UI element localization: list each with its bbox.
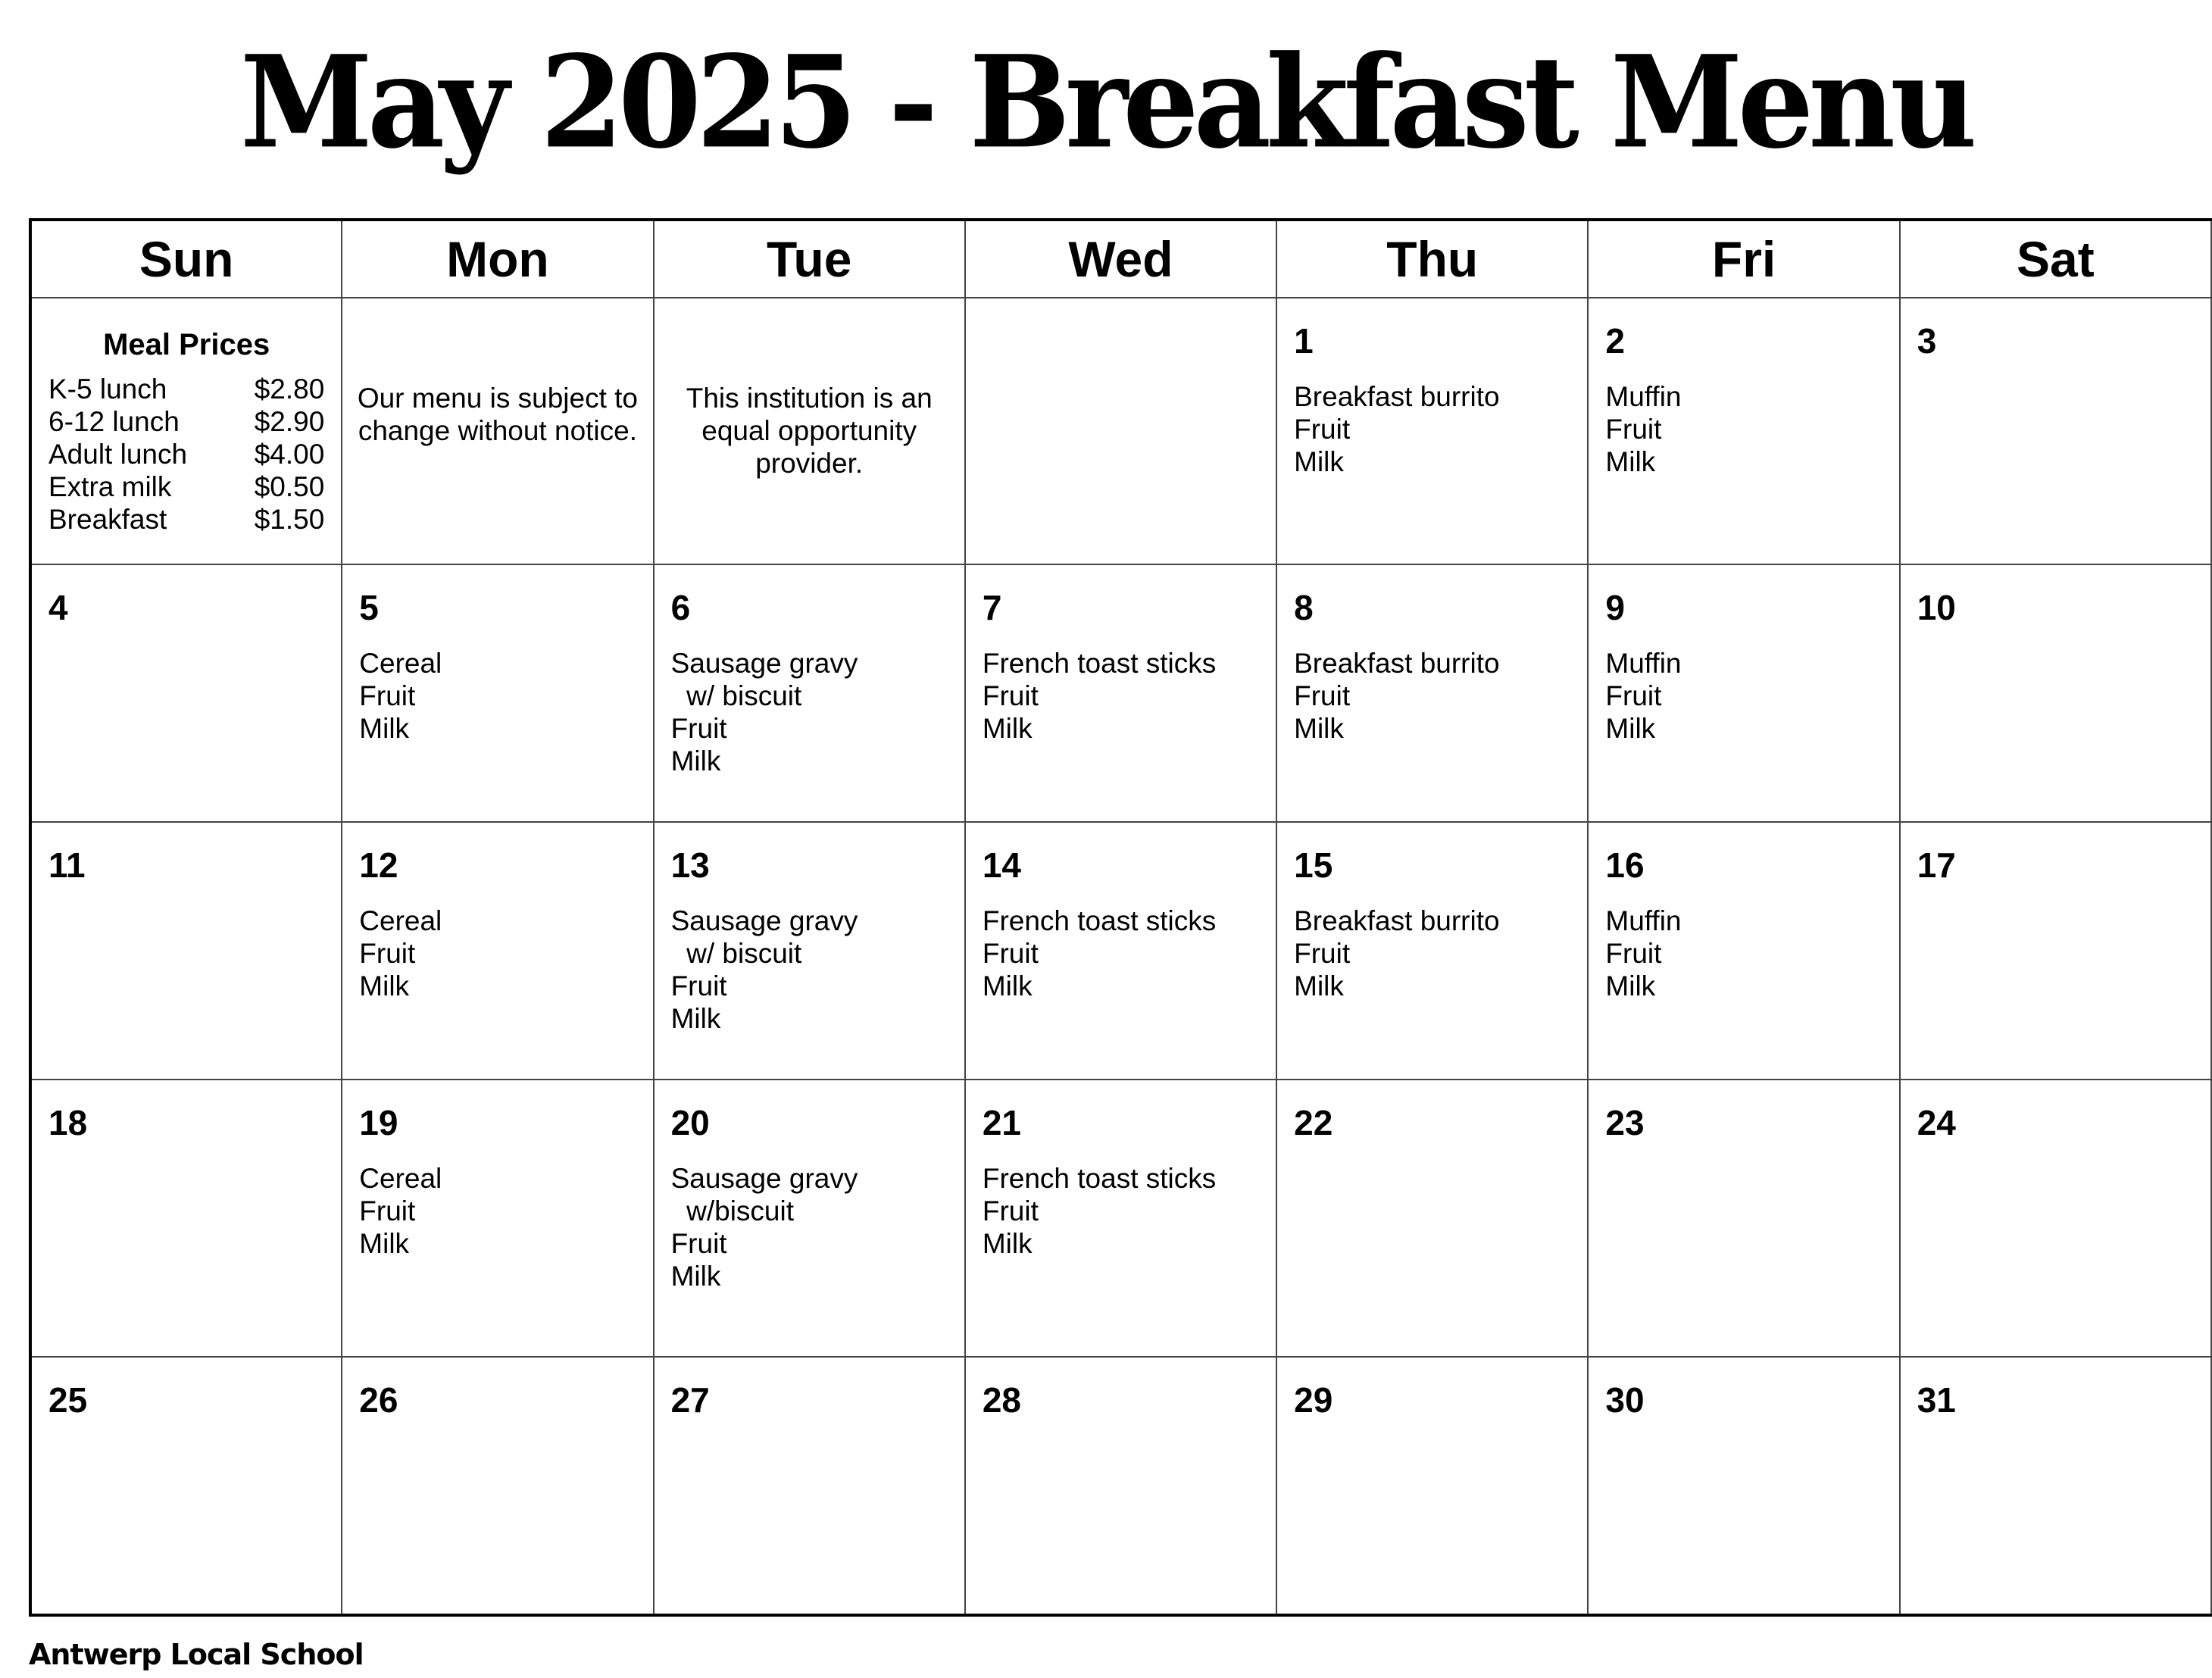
menu-item: Breakfast burrito xyxy=(1294,381,1500,412)
menu-item: Milk xyxy=(1294,970,1344,1001)
day-number: 10 xyxy=(1917,588,1956,627)
menu-items xyxy=(359,1162,636,1260)
meal-prices-cell xyxy=(30,298,342,564)
day-cell xyxy=(1588,822,1899,1080)
menu-item: French toast sticks xyxy=(982,648,1217,679)
menu-item: French toast sticks xyxy=(982,905,1217,936)
menu-item: Milk xyxy=(982,713,1033,744)
menu-item: Breakfast burrito xyxy=(1294,905,1500,936)
calendar-grid xyxy=(29,218,2212,1617)
menu-item: Milk xyxy=(1605,713,1656,744)
price-row xyxy=(48,373,324,405)
menu-item: Cereal xyxy=(359,1163,442,1194)
menu-items xyxy=(1294,905,1570,1002)
price-value: $2.80 xyxy=(254,373,325,405)
week-row xyxy=(30,298,2211,564)
day-cell xyxy=(1900,1080,2211,1357)
day-cell xyxy=(1588,298,1899,564)
day-number: 21 xyxy=(982,1103,1022,1142)
day-cell xyxy=(30,822,342,1080)
day-cell xyxy=(1588,564,1899,822)
price-label: Adult lunch xyxy=(48,439,188,470)
menu-item: Milk xyxy=(1294,713,1344,744)
page-title: May 2025 - Breakfast Menu xyxy=(239,28,1973,177)
menu-item: Fruit xyxy=(670,970,727,1001)
day-cell xyxy=(965,564,1276,822)
day-cell xyxy=(1588,1357,1899,1615)
menu-items xyxy=(983,647,1259,745)
menu-item: Muffin xyxy=(1605,381,1682,412)
day-number: 19 xyxy=(359,1103,398,1142)
menu-item: Sausage gravy xyxy=(670,1163,858,1194)
menu-item: Fruit xyxy=(982,938,1039,969)
day-number: 9 xyxy=(1605,588,1625,627)
menu-item: Milk xyxy=(670,1003,721,1034)
price-label: Extra milk xyxy=(48,471,172,502)
day-number: 28 xyxy=(982,1380,1022,1420)
weekday-header-tue: Tue xyxy=(654,220,965,298)
day-cell xyxy=(30,1357,342,1615)
weekday-header-fri: Fri xyxy=(1588,220,1899,298)
equal-opportunity-note: This institution is an equal opportunity provider. xyxy=(686,383,933,479)
menu-change-note-cell xyxy=(342,298,653,564)
day-cell xyxy=(1276,1080,1588,1357)
price-label: K-5 lunch xyxy=(48,373,167,405)
menu-items xyxy=(1605,380,1882,478)
day-number: 11 xyxy=(48,845,86,885)
day-cell xyxy=(342,822,653,1080)
day-number: 2 xyxy=(1605,321,1625,361)
week-row xyxy=(30,564,2211,822)
weekday-header-mon: Mon xyxy=(342,220,653,298)
day-cell xyxy=(1276,1357,1588,1615)
menu-item: Muffin xyxy=(1605,905,1682,936)
menu-item: Milk xyxy=(1605,970,1656,1001)
menu-item: w/biscuit xyxy=(670,1195,794,1226)
menu-item: Breakfast burrito xyxy=(1294,648,1500,679)
week-row xyxy=(30,1080,2211,1357)
menu-item: Milk xyxy=(359,1228,410,1259)
menu-item: Milk xyxy=(670,745,721,777)
menu-item: Milk xyxy=(1605,446,1656,477)
menu-item: Milk xyxy=(359,970,410,1001)
menu-items xyxy=(671,647,948,777)
menu-item: Fruit xyxy=(1294,680,1351,711)
day-cell xyxy=(654,1357,965,1615)
weekday-header-thu: Thu xyxy=(1276,220,1588,298)
menu-item: w/ biscuit xyxy=(670,938,802,969)
day-cell xyxy=(965,822,1276,1080)
menu-items xyxy=(359,647,636,745)
day-number: 31 xyxy=(1917,1380,1956,1420)
week-row xyxy=(30,822,2211,1080)
day-number: 8 xyxy=(1294,588,1314,627)
price-row xyxy=(48,503,324,536)
day-number: 26 xyxy=(359,1380,398,1420)
day-number: 27 xyxy=(670,1380,710,1420)
day-number: 16 xyxy=(1605,845,1645,885)
week-row xyxy=(30,1357,2211,1615)
menu-item: Milk xyxy=(670,1261,721,1292)
menu-item: Fruit xyxy=(359,938,416,969)
day-cell xyxy=(654,1080,965,1357)
day-cell xyxy=(654,564,965,822)
menu-items xyxy=(983,1162,1259,1260)
menu-item: Muffin xyxy=(1605,648,1682,679)
menu-items xyxy=(359,905,636,1002)
menu-item: Fruit xyxy=(1605,414,1662,445)
price-row xyxy=(48,405,324,438)
menu-item: Fruit xyxy=(982,680,1039,711)
menu-item: Fruit xyxy=(1294,414,1351,445)
school-name-footer: Antwerp Local School xyxy=(29,1638,364,1671)
menu-item: Fruit xyxy=(982,1195,1039,1226)
day-cell xyxy=(342,1080,653,1357)
menu-item: Fruit xyxy=(1605,680,1662,711)
weekday-header-wed: Wed xyxy=(965,220,1276,298)
menu-item: Milk xyxy=(982,970,1033,1001)
day-cell xyxy=(342,1357,653,1615)
menu-change-note: Our menu is subject to change without notice. xyxy=(357,383,638,446)
price-label: Breakfast xyxy=(48,504,167,535)
weekday-header-row xyxy=(30,220,2211,298)
weekday-header-sat: Sat xyxy=(1900,220,2211,298)
menu-item: Milk xyxy=(359,713,410,744)
menu-item: Cereal xyxy=(359,648,442,679)
day-number: 20 xyxy=(670,1103,710,1142)
day-number: 24 xyxy=(1917,1103,1956,1142)
price-row xyxy=(48,438,324,470)
menu-item: Sausage gravy xyxy=(670,905,858,936)
day-number: 23 xyxy=(1605,1103,1645,1142)
day-cell xyxy=(1276,298,1588,564)
day-number: 30 xyxy=(1605,1380,1645,1420)
menu-items xyxy=(671,905,948,1035)
menu-item: Milk xyxy=(982,1228,1033,1259)
day-number: 17 xyxy=(1917,845,1956,885)
menu-item: Fruit xyxy=(359,680,416,711)
price-value: $1.50 xyxy=(254,504,325,535)
price-value: $2.90 xyxy=(254,406,325,437)
day-number: 14 xyxy=(982,845,1022,885)
day-number: 6 xyxy=(670,588,691,627)
day-cell xyxy=(342,564,653,822)
day-cell xyxy=(1900,298,2211,564)
day-number: 12 xyxy=(359,845,398,885)
day-number: 5 xyxy=(359,588,379,627)
day-cell xyxy=(30,564,342,822)
menu-item: Fruit xyxy=(1605,938,1662,969)
day-number: 18 xyxy=(48,1103,88,1142)
menu-item: French toast sticks xyxy=(982,1163,1217,1194)
day-cell xyxy=(1900,1357,2211,1615)
day-number: 25 xyxy=(48,1380,88,1420)
empty-day-cell xyxy=(965,298,1276,564)
day-cell xyxy=(965,1080,1276,1357)
day-number: 15 xyxy=(1294,845,1333,885)
menu-items xyxy=(671,1162,948,1292)
menu-items xyxy=(983,905,1259,1002)
day-cell xyxy=(654,822,965,1080)
price-value: $0.50 xyxy=(254,471,325,502)
meal-prices-title: Meal Prices xyxy=(103,328,270,361)
price-value: $4.00 xyxy=(254,439,325,470)
menu-item: Sausage gravy xyxy=(670,648,858,679)
price-row xyxy=(48,470,324,503)
day-number: 7 xyxy=(982,588,1002,627)
day-cell xyxy=(30,1080,342,1357)
equal-opportunity-note-cell xyxy=(654,298,965,564)
menu-item: Cereal xyxy=(359,905,442,936)
menu-item: Fruit xyxy=(670,1228,727,1259)
day-cell xyxy=(1276,822,1588,1080)
day-number: 1 xyxy=(1294,321,1314,361)
day-cell xyxy=(1900,564,2211,822)
price-label: 6-12 lunch xyxy=(48,406,180,437)
menu-item: Fruit xyxy=(670,713,727,744)
menu-items xyxy=(1294,647,1570,745)
day-number: 29 xyxy=(1294,1380,1333,1420)
menu-item: w/ biscuit xyxy=(670,680,802,711)
menu-item: Fruit xyxy=(359,1195,416,1226)
day-cell xyxy=(965,1357,1276,1615)
day-cell xyxy=(1276,564,1588,822)
menu-item: Milk xyxy=(1294,446,1344,477)
menu-items xyxy=(1605,647,1882,745)
day-cell xyxy=(1588,1080,1899,1357)
day-number: 13 xyxy=(670,845,710,885)
day-cell xyxy=(1900,822,2211,1080)
menu-items xyxy=(1294,380,1570,478)
weekday-header-sun: Sun xyxy=(30,220,342,298)
menu-items xyxy=(1605,905,1882,1002)
day-number: 4 xyxy=(48,588,68,627)
menu-item: Fruit xyxy=(1294,938,1351,969)
day-number: 3 xyxy=(1917,321,1937,361)
day-number: 22 xyxy=(1294,1103,1333,1142)
